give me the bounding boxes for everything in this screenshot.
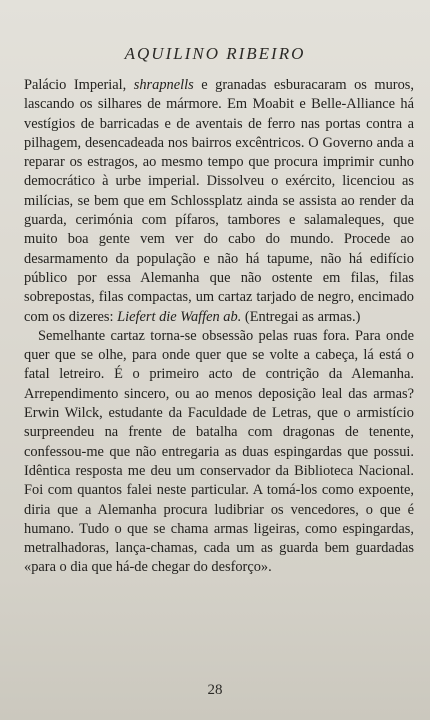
text-run: e granadas esburacaram os muros, lascando os silhares de mármore. Em Moabit e Belle-Alliance há vestígios de barricadas e de aventais de ferro nas portas contra a pilhagem, desencadeada nos bairros excêntricos. O Governo anda a reparar os estragos, ao mesmo tempo que procura imprimir cunho democrático à urbe imperial. Dissolveu o exército, licenciou as milícias, se bem que em Schlossplatz ainda se assista ao render da guarda, cerimónia com pífaros, tambores e salamaleques, que muito boa gente vem ver do cabo do mundo. Procede ao desarmamento da população e não há tapume, não há edifício público por essa Alemanha que não ostente em filas, filas sobrepostas, filas compactas, um cartaz tarjado de negro, encimado com os dizeres: — [24, 77, 414, 325]
italic-run: Liefert die Waffen ab. — [117, 308, 242, 325]
body-text — [24, 76, 414, 578]
italic-run: shrapnells — [133, 77, 194, 93]
page-number: 28 — [207, 682, 223, 698]
paragraph-1 — [24, 76, 414, 327]
text-run: (Entregai as armas.) — [241, 308, 361, 325]
running-header: AQUILINO RIBEIRO — [124, 44, 306, 63]
paragraph-2: Semelhante cartaz torna-se obsessão pelas ruas fora. Para onde quer que se olhe, para onde quer que se volte a cabeça, lá está o fatal letreiro. É o primeiro acto de contrição da Alemanha. Arrependimento sincero, ou ao menos deposição leal das armas? Erwin Wilck, estudante da Faculdade de Letras, que o armistício surpreendeu na frente de batalha com dragonas de tenente, confessou-me que não entregaria as duas espingardas que possui. Idêntica resposta me deu um conservador da Biblioteca Nacional. Foi com quantos falei neste particular. A tomá-los como expoente, diria que a Alemanha procura ludibriar os vencedores, o que é humano. Tudo o que se chama armas ligeiras, como espingardas, metralhadoras, lança-chamas, cada um as guarda bem guardadas «para o dia que há-de chegar do desforço». — [24, 327, 414, 576]
text-run: Palácio Imperial, — [24, 77, 134, 93]
